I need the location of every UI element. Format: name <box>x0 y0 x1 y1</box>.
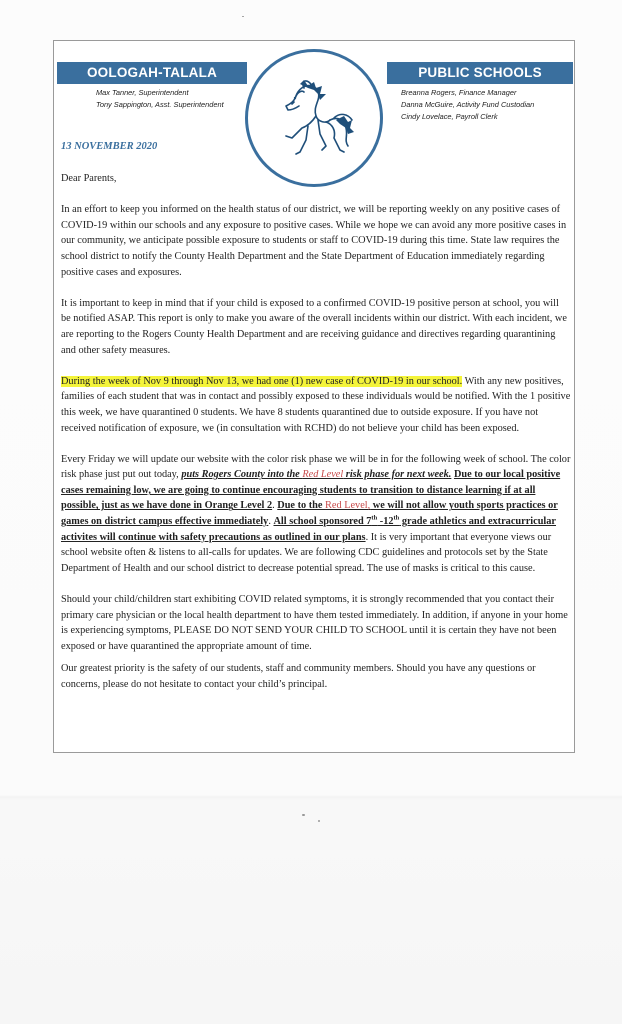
text-run: . <box>268 516 274 528</box>
red-level-label: Red Level <box>302 469 344 481</box>
district-name-banner: OOLOGAH-TALALA <box>57 62 247 84</box>
text-run: . <box>272 500 278 512</box>
left-staff-list <box>96 87 246 111</box>
superscript: th <box>371 514 378 522</box>
paragraph-weekly-cases <box>61 374 571 436</box>
text-run: All school sponsored 7 <box>273 516 372 528</box>
staff-line: Breanna Rogers, Finance Manager <box>401 88 517 97</box>
text-run: grade athletics and extracurricular activites will continue with safety precautions as outlined in our plans <box>61 516 557 543</box>
paragraph-symptoms: Should your child/children start exhibiting COVID related symptoms, it is strongly recommended that you contact their primary care physician or the local health department to have them tested immediately. In addition, if anyone in your home is experiencing symptoms, PLEASE DO NOT SEND YOUR CHILD TO SCHOOL until it is certain they have not been exposed or have quarantined the appropriate amount of time. <box>61 594 568 652</box>
letter-document <box>53 40 575 753</box>
right-staff-list <box>401 87 576 123</box>
highlighted-case-count: During the week of Nov 9 through Nov 13, we had one (1) new case of COVID-19 in our school. <box>61 375 463 387</box>
staff-line: Danna McGuire, Activity Fund Custodian <box>401 100 535 109</box>
text-run: we will not allow youth sports practices or games on district campus effective immediately <box>61 500 558 528</box>
text-run: Due to the <box>277 500 326 512</box>
paragraph-intro: In an effort to keep you informed on the health status of our district, we will be reporting weekly on any positive cases of COVID-19 within our schools and any exposure to positive cases. While we hope we can avoid any more positive cases in our community, we anticipate possible exposure to students or staff to COVID-19 during this time. State law requires the school district to notify the County Health Department and the State Department of Education immediately regarding positive cases and exposures. <box>61 204 567 278</box>
scan-speck <box>302 814 305 816</box>
salutation: Dear Parents, <box>61 173 117 184</box>
text-run: risk phase for next week. <box>343 469 452 481</box>
text-run: With any new positives, families of each student that was in contact and possibly exposed to these individuals would be notified. With the 1 positive this week, we have quarantined 0 students. We have 8 students quarantined due to outside exposure. If you have not received notification of exposure, we (in consultation with RCHD) do not believe your child has been exposed. <box>61 375 571 434</box>
red-level-label: Red Level, <box>325 500 371 512</box>
paragraph-closing: Our greatest priority is the safety of our students, staff and community members. Should you have any questions or concerns, please do not hesitate to contact your child’s principal. <box>61 663 536 690</box>
scan-speck <box>318 820 320 822</box>
text-run: puts Rogers County into the <box>181 469 303 481</box>
distance-learning-statement: Due to our local positive cases remaining low, we are going to continue encouraging students to transition to distance learning if at all possible, just as we have done in Orange Level 2 <box>61 469 561 512</box>
superscript: th <box>393 514 400 522</box>
public-schools-banner: PUBLIC SCHOOLS <box>387 62 573 84</box>
text-run: . It is very important that everyone views our school website often & listens to all-calls for updates. We are following CDC guidelines and protocols set by the State Department of Health and our school district to decrease potential spread. The use of masks is critical to this cause. <box>61 531 552 574</box>
paragraph-risk-phase <box>61 452 571 577</box>
scan-speck <box>242 16 244 17</box>
staff-line: Cindy Lovelace, Payroll Clerk <box>401 112 498 121</box>
staff-line: Tony Sappington, Asst. Superintendent <box>96 100 224 109</box>
paragraph-notification: It is important to keep in mind that if your child is exposed to a confirmed COVID-19 positive person at school, you will be notified ASAP. This report is only to make you aware of the overall incidents within our district. With each incident, we are reporting to the Rogers County Health Department and are receiving guidance and directives regarding quarantining and other safety measures. <box>61 297 567 356</box>
letter-date: 13 NOVEMBER 2020 <box>61 141 158 152</box>
rogers-county-risk-statement <box>181 469 451 480</box>
staff-line: Max Tanner, Superintendent <box>96 88 189 97</box>
letter-body <box>61 171 571 708</box>
text-run: -12 <box>377 516 394 528</box>
district-logo <box>245 49 383 187</box>
text-run: Every Friday we will update our website with the color risk phase we will be in for the following week of school. The color risk phase just put out today, <box>61 453 571 481</box>
mustang-icon <box>274 80 354 162</box>
